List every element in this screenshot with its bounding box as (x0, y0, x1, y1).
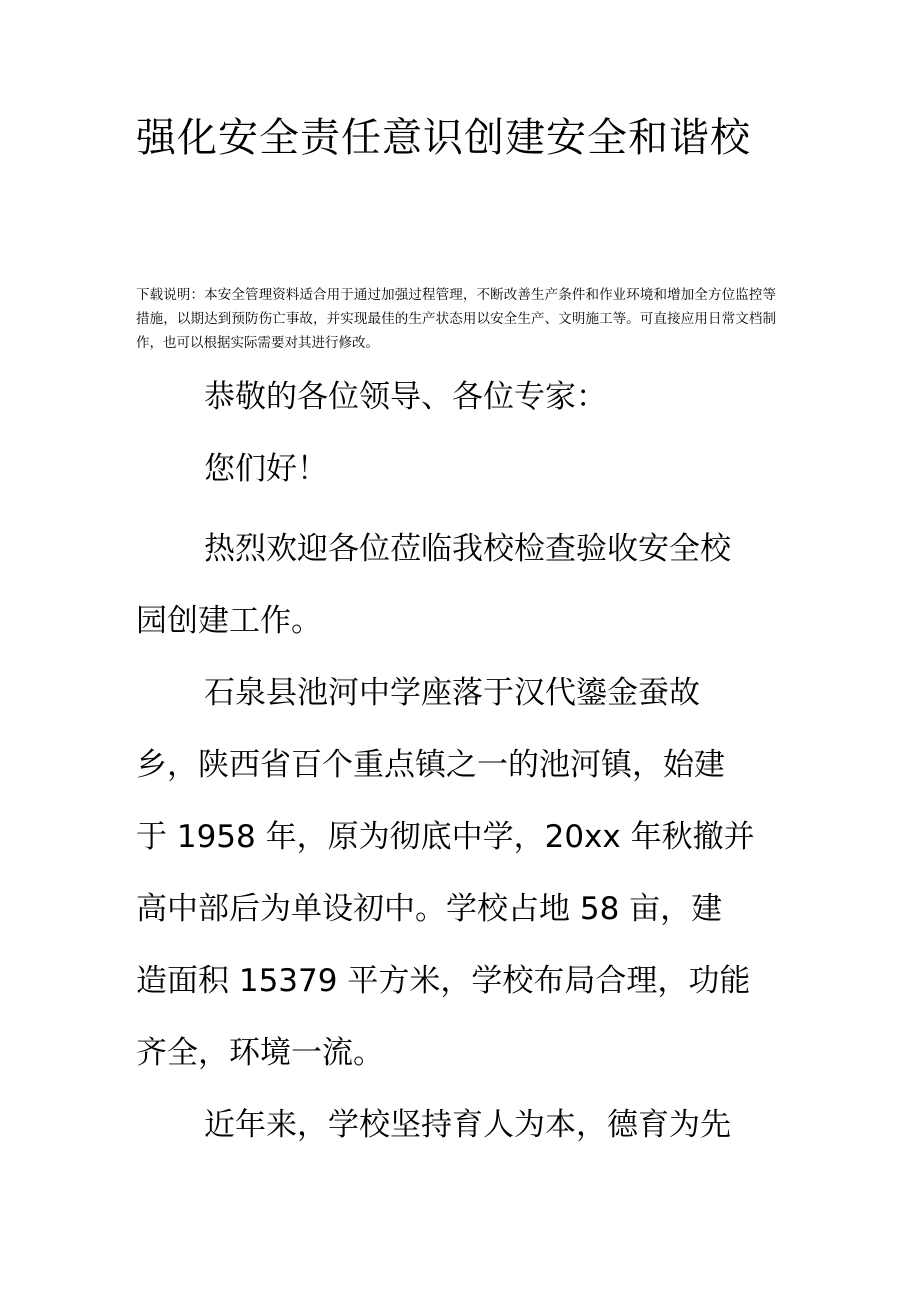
document-title: 强化安全责任意识创建安全和谐校 (136, 115, 751, 161)
paragraph-3-line-1: 近年来，学校坚持育人为本，德育为先 (204, 1107, 731, 1143)
paragraph-2-line-3: 于 1958 年，原为彻底中学，20xx 年秋撤并 (136, 819, 755, 855)
salutation: 恭敬的各位领导、各位专家： (204, 379, 607, 415)
paragraph-1-line-1: 热烈欢迎各位莅临我校检查验收安全校 (204, 531, 731, 567)
paragraph-1-line-2: 园创建工作。 (136, 603, 322, 639)
paragraph-2-line-1: 石泉县池河中学座落于汉代鎏金蚕故 (204, 675, 700, 711)
paragraph-2-line-5: 造面积 15379 平方米，学校布局合理，功能 (136, 963, 751, 999)
paragraph-2-line-6: 齐全，环境一流。 (136, 1035, 384, 1071)
download-notice: 下载说明：本安全管理资料适合用于通过加强过程管理，不断改善生产条件和作业环境和增加全方位监控等措施，以期达到预防伤亡事故，并实现最佳的生产状态用以安全生产、文明施工等。可直接应用日常文档制作，也可以根据实际需要对其进行修改。 (136, 287, 776, 351)
greeting: 您们好！ (204, 451, 328, 487)
paragraph-2-line-4: 高中部后为单设初中。学校占地 58 亩，建 (136, 891, 723, 927)
paragraph-2-line-2: 乡，陕西省百个重点镇之一的池河镇，始建 (136, 747, 725, 783)
